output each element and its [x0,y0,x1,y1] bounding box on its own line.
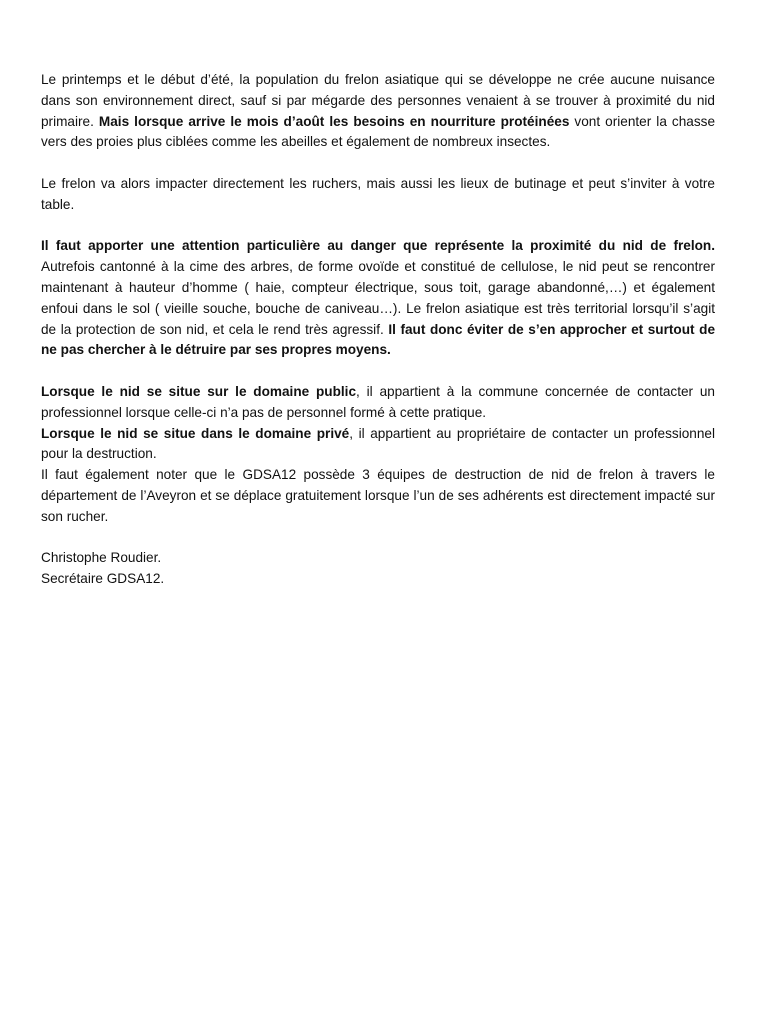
paragraph-6: Il faut également noter que le GDSA12 possède 3 équipes de destruction de nid de frelon à travers le département de l’Aveyron et se déplace gratuitement lorsque l’un de ses adhérents est directement impacté sur son rucher. [41,467,715,524]
paragraph-1-text-end: vont orienter la chasse vers des proies plus ciblées comme les abeilles et également de nombreux insectes. [41,113,716,150]
paragraph-5-bold: Lorsque le nid se situe dans le domaine privé [41,425,350,441]
signature-role: Secrétaire GDSA12. [41,571,165,587]
paragraph-4 [41,382,715,424]
paragraph-1 [41,70,715,153]
paragraph-5-text: , il appartient au propriétaire de contacter un professionnel pour la destruction. [41,425,715,462]
signature-name: Christophe Roudier. [41,550,162,566]
paragraph-4-bold: Lorsque le nid se situe sur le domaine public [41,383,357,399]
paragraph-3-bold-warning: Il faut donc éviter de s’en approcher et surtout de ne pas chercher à le détruire par ses propres moyens. [41,321,715,358]
paragraph-2: Le frelon va alors impacter directement les ruchers, mais aussi les lieux de butinage et peut s’inviter à votre table. [41,175,715,212]
paragraph-3-bold-intro: Il faut apporter une attention particulière au danger que représente la proximité du nid de frelon. [41,238,715,254]
paragraph-5 [41,424,715,466]
paragraph-1-text-start: Le printemps et le début d’été, la population du frelon asiatique qui se développe ne crée aucune nuisance dans son environnement direct, sauf si par mégarde des personnes venaient à se trouver à proximité du nid primaire. [41,72,715,129]
paragraph-3-text: Autrefois cantonné à la cime des arbres, de forme ovoïde et constitué de cellulose, le nid peut se rencontrer maintenant à hauteur d’homme ( haie, compteur électrique, sous toit, garage abandonné,…) et également enfoui dans le sol ( vieille souche, bouche de caniveau…). Le frelon asiatique est très territorial lorsqu’il s’agit de la protection de son nid, et cela le rend très agressif. [41,259,715,337]
paragraph-1-bold: Mais lorsque arrive le mois d’août les besoins en nourriture protéinées [98,113,570,129]
document-page [41,70,715,590]
paragraph-4-text: , il appartient à la commune concernée de contacter un professionnel lorsque celle-ci n’a pas de personnel formé à cette pratique. [41,383,715,420]
paragraph-3 [41,236,715,361]
